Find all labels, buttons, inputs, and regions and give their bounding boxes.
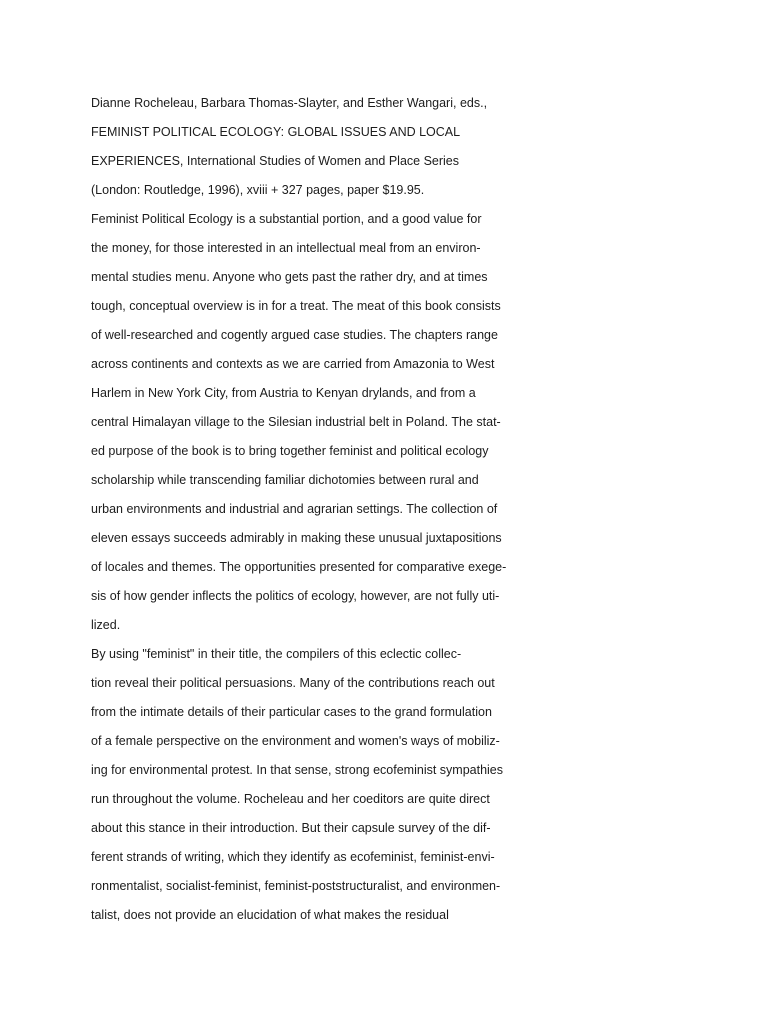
body-text-line: By using "feminist" in their title, the compilers of this eclectic collec- bbox=[91, 647, 462, 661]
body-text-line: tough, conceptual overview is in for a treat. The meat of this book consists bbox=[91, 299, 501, 313]
body-text-line: of a female perspective on the environment and women's ways of mobiliz- bbox=[91, 734, 500, 748]
citation-line: (London: Routledge, 1996), xviii + 327 pages, paper $19.95. bbox=[91, 183, 425, 197]
body-text-line: ronmentalist, socialist-feminist, feminist-poststructuralist, and environmen- bbox=[91, 879, 501, 893]
body-text-line: sis of how gender inflects the politics of ecology, however, are not fully uti- bbox=[91, 589, 500, 603]
body-text-line: eleven essays succeeds admirably in making these unusual juxtapositions bbox=[91, 531, 502, 545]
body-text-line: Harlem in New York City, from Austria to Kenyan drylands, and from a bbox=[91, 386, 476, 400]
body-text-line: mental studies menu. Anyone who gets past the rather dry, and at times bbox=[91, 270, 488, 284]
body-text-line: ferent strands of writing, which they identify as ecofeminist, feminist-envi- bbox=[91, 850, 495, 864]
body-text-line: ing for environmental protest. In that sense, strong ecofeminist sympathies bbox=[91, 763, 504, 777]
body-text-line: across continents and contexts as we are carried from Amazonia to West bbox=[91, 357, 495, 371]
body-text-line: ed purpose of the book is to bring together feminist and political ecology bbox=[91, 444, 489, 458]
body-text-line: scholarship while transcending familiar dichotomies between rural and bbox=[91, 473, 479, 487]
body-text-line: central Himalayan village to the Silesian industrial belt in Poland. The stat- bbox=[91, 415, 501, 429]
body-text-line: lized. bbox=[91, 618, 121, 632]
body-text-line: run throughout the volume. Rocheleau and her coeditors are quite direct bbox=[91, 792, 490, 806]
body-text-line: urban environments and industrial and agrarian settings. The collection of bbox=[91, 502, 498, 516]
body-text-line: of well-researched and cogently argued case studies. The chapters range bbox=[91, 328, 498, 342]
body-text-line: from the intimate details of their particular cases to the grand formulation bbox=[91, 705, 492, 719]
body-text-line: the money, for those interested in an intellectual meal from an environ- bbox=[91, 241, 481, 255]
citation-line: Dianne Rocheleau, Barbara Thomas-Slayter, and Esther Wangari, eds., bbox=[91, 96, 488, 110]
citation-line: FEMINIST POLITICAL ECOLOGY: GLOBAL ISSUES AND LOCAL bbox=[91, 125, 461, 139]
body-text-line: Feminist Political Ecology is a substantial portion, and a good value for bbox=[91, 212, 482, 226]
body-text-line: talist, does not provide an elucidation of what makes the residual bbox=[91, 908, 449, 922]
body-text-line: about this stance in their introduction. But their capsule survey of the dif- bbox=[91, 821, 491, 835]
document-body bbox=[91, 89, 531, 930]
body-text-line: of locales and themes. The opportunities presented for comparative exege- bbox=[91, 560, 507, 574]
body-text-line: tion reveal their political persuasions. Many of the contributions reach out bbox=[91, 676, 495, 690]
citation-line: EXPERIENCES, International Studies of Women and Place Series bbox=[91, 154, 460, 168]
